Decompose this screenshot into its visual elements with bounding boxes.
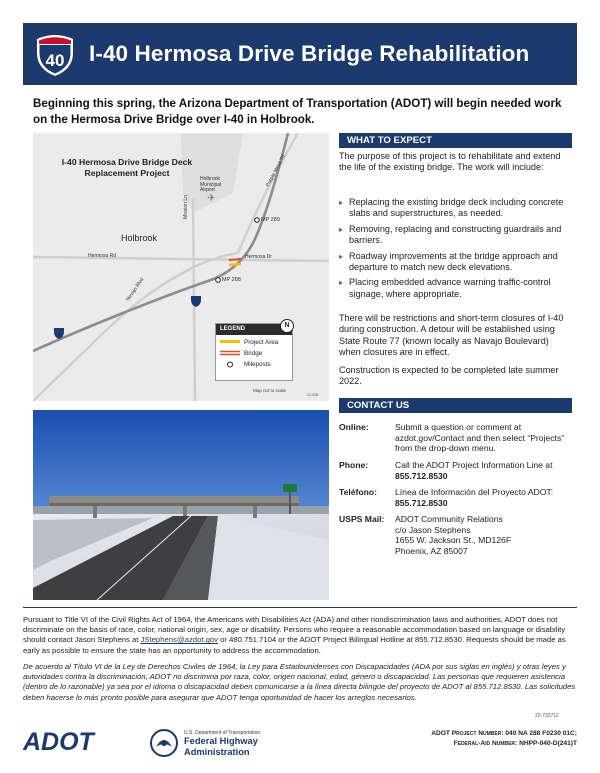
document-code: 22-733712 <box>535 713 559 719</box>
map-road-purple-mesa: Purple Mesa Trl <box>265 154 287 188</box>
interstate-shield-icon <box>33 31 77 77</box>
contact-online <box>339 422 575 456</box>
list-item: ▸ Removing, replacing and constructing guardrails and barriers. <box>339 224 571 247</box>
contact-mail-label: USPS Mail: <box>339 514 385 524</box>
map-road-hermosa-dr: Hermosa Dr <box>245 254 272 260</box>
legal-english: Pursuant to Title VI of the Civil Rights Act of 1964, the Americans with Disabilities Act (ADA) and other nondiscrimination laws and authorities, ADOT does not discriminate on the basis of race, color, national origin, sex, age or disability. Persons who require a reasonable accommodation based on language or disability should contact Jason Stephens at JStephens@azdot.gov or 480.751.7104 or the ADOT Project Bilingual Hotline at 855.712.8530. Requests should be made as early as possible to ensure the state has an opportunity to address the accommodation. <box>23 615 566 655</box>
airport-icon: ✈ <box>207 193 216 204</box>
contact-online-value: Submit a question or comment at azdot.gov/Contact and then select “Projects” from the drop-down menu. <box>395 422 565 454</box>
map-code: 22-328 <box>307 393 318 397</box>
map-road-navajo-blvd: Navajo Blvd <box>125 277 146 303</box>
federal-aid-number: Federal-Aid Number: NHPP-040-D(241)T <box>453 740 577 747</box>
legal-spanish: De acuerdo al Título VI de la Ley de Derechos Civiles de 1964, la Ley para Estadounidenses con Discapacidades (ADA por sus siglas en inglés) y otras leyes y autoridades contra la discriminación, ADOT no discrimina por raza, color, origen nacional, edad, género o discapacidad. Las personas que requieren asistencia (dentro de lo razonable) ya sea por el idioma o discapacidad deben comunicarse a la línea directa bilingüe del proyecto de ADOT al 855.712.8530. Las solicitudes deben hacerse lo más pronto posible para asegurar que ADOT tenga oportunidad de hacer los arreglos necesarios. <box>23 662 576 702</box>
shield-number: 40 <box>45 51 65 70</box>
fhwa-line1: Federal Highway <box>184 736 258 746</box>
map-scale-note: Map not to scale <box>253 388 287 393</box>
adot-project-number: ADOT Project Number: 040 NA 288 F0230 01C; <box>431 730 577 737</box>
section-contact-us: CONTACT US <box>339 398 572 413</box>
list-item: ▸ Roadway improvements at the bridge approach and departure to match new deck elevations. <box>339 251 571 274</box>
list-item: ▸ Replacing the existing bridge deck including concrete slabs and superstructures, as needed. <box>339 197 571 220</box>
completion-text: Construction is expected to be completed late summer 2022. <box>339 365 559 387</box>
section-what-to-expect: WHAT TO EXPECT <box>339 133 572 148</box>
email-link[interactable]: JStephens@azdot.gov <box>140 635 218 645</box>
map-city-label: Holbrook <box>121 233 158 243</box>
contact-telefono-label: Teléfono: <box>339 487 378 497</box>
legend-item-project-area: Project Area <box>244 339 279 346</box>
legend-item-bridge: Bridge <box>244 350 263 357</box>
north-arrow-icon: N <box>280 319 294 333</box>
expect-intro: The purpose of this project is to rehabilitate and extend the life of the existing bridge. The work will include: <box>339 151 561 173</box>
contact-mail <box>339 514 575 558</box>
fhwa-logo-text <box>184 730 294 757</box>
fhwa-dept: U.S. Department of Transportation <box>184 730 261 736</box>
page-title: I-40 Hermosa Drive Bridge Rehabilitation <box>89 41 530 66</box>
contact-mail-address: ADOT Community Relations c/o Jason Stephens 1655 W. Jackson St., MD126F Phoenix, AZ 85007 <box>395 514 512 556</box>
map-road-hermosa-rd: Hermosa Rd <box>88 253 117 259</box>
i40-shield-icon <box>191 296 201 307</box>
contact-phone-value: Call the ADOT Project Information Line at 855.712.8530 <box>395 460 553 481</box>
adot-logo-text: ADOT <box>23 728 94 756</box>
closures-text: There will be restrictions and short-term closures of I-40 during construction. A detour will be established using State Route 77 (known locally as Navajo Boulevard) when closures are in effect. <box>339 313 564 358</box>
project-numbers <box>372 729 577 749</box>
fhwa-seal-icon <box>150 729 178 757</box>
legend-title: LEGEND <box>216 324 292 335</box>
map-legend <box>215 323 293 381</box>
adot-logo <box>23 728 135 756</box>
map-road-mission-ln: Mission Ln <box>183 195 189 219</box>
contact-telefono-value: Línea de Información del Proyecto ADOT: 855.712.8530 <box>395 487 554 508</box>
list-item: ▸ Placing embedded advance warning traffic-control signage, where appropriate. <box>339 277 571 300</box>
contact-phone <box>339 460 575 482</box>
phone-number-link[interactable]: 855.712.8530 <box>395 470 448 481</box>
footer-divider <box>23 607 577 608</box>
telefono-number-link[interactable]: 855.712.8530 <box>395 497 448 508</box>
map-mp288-label: MP 288 <box>222 277 241 283</box>
contact-phone-label: Phone: <box>339 460 369 470</box>
milepost-288-icon <box>216 278 221 283</box>
contact-online-label: Online: <box>339 422 369 432</box>
project-map <box>33 133 329 401</box>
fhwa-line2: Administration <box>184 746 250 757</box>
map-airport-label: Holbrook Municipal Airport <box>200 176 222 193</box>
title-banner <box>23 23 577 85</box>
bridge-photo <box>33 410 329 600</box>
milepost-289-icon <box>255 218 260 223</box>
intro-text: Beginning this spring, the Arizona Department of Transportation (ADOT) will begin needed work on the Hermosa Drive Bridge over I-40 in Holbrook. <box>33 97 562 126</box>
map-title: I-40 Hermosa Drive Bridge Deck Replacement Project <box>61 157 193 178</box>
expect-bullet-list <box>339 197 571 304</box>
contact-telefono <box>339 487 575 509</box>
map-mp289-label: MP 289 <box>261 217 280 223</box>
legend-item-mileposts: Mileposts <box>220 361 271 368</box>
